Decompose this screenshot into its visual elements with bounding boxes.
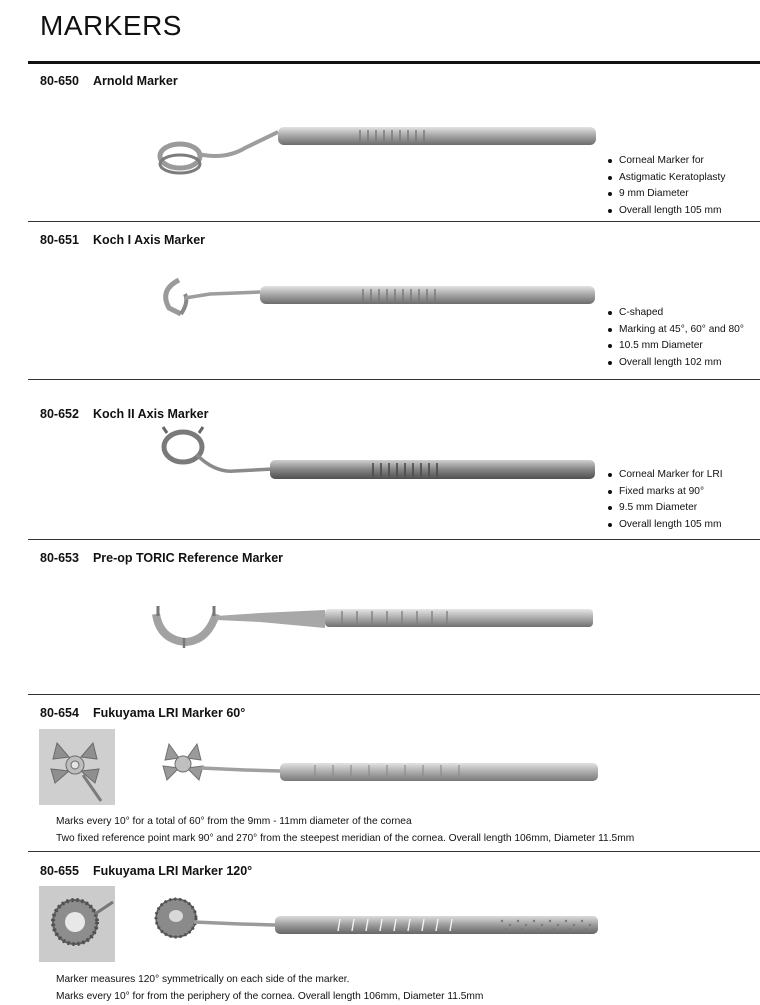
product-code: 80-655	[40, 864, 79, 878]
section-divider	[28, 851, 760, 852]
product-name: Koch I Axis Marker	[93, 233, 205, 247]
product-name: Koch II Axis Marker	[93, 407, 209, 421]
spec-item: C-shaped	[608, 305, 744, 322]
spec-item: 10.5 mm Diameter	[608, 338, 744, 355]
product-name: Fukuyama LRI Marker 60°	[93, 706, 245, 720]
description-line: Two fixed reference point mark 90° and 270° from the steepest meridian of the cornea. Overall length 106mm, Diameter 11.5mm	[56, 831, 634, 848]
section-divider	[28, 221, 760, 222]
product-title-80-652	[40, 407, 209, 421]
spec-item: Overall length 105 mm	[608, 203, 725, 220]
fukuyama-60-marker-image	[155, 740, 603, 796]
product-title-80-651	[40, 233, 205, 247]
product-name: Pre-op TORIC Reference Marker	[93, 551, 283, 565]
fukuyama-120-closeup-image	[39, 886, 115, 962]
product-description-80-655	[56, 972, 483, 1005]
product-title-80-655	[40, 864, 252, 878]
spec-item: 9.5 mm Diameter	[608, 500, 723, 517]
product-specs-80-651	[608, 305, 744, 371]
product-title-80-654	[40, 706, 245, 720]
description-line: Marker measures 120° symmetrically on each side of the marker.	[56, 972, 483, 989]
product-name: Fukuyama LRI Marker 120°	[93, 864, 252, 878]
spec-item: Marking at 45°, 60° and 80°	[608, 322, 744, 339]
product-code: 80-651	[40, 233, 79, 247]
section-divider	[28, 539, 760, 540]
product-code: 80-654	[40, 706, 79, 720]
toric-reference-marker-image	[150, 600, 600, 652]
product-title-80-650	[40, 74, 178, 88]
spec-item: Corneal Marker for LRI	[608, 467, 723, 484]
description-line: Marks every 10° for a total of 60° from the 9mm - 11mm diameter of the cornea	[56, 814, 634, 831]
product-title-80-653	[40, 551, 283, 565]
fukuyama-60-closeup-image	[39, 729, 115, 805]
product-description-80-654	[56, 814, 634, 847]
spec-item-continued: Astigmatic Keratoplasty	[608, 170, 725, 187]
product-code: 80-650	[40, 74, 79, 88]
spec-item: Overall length 102 mm	[608, 355, 744, 372]
product-specs-80-650	[608, 153, 725, 219]
page-title: MARKERS	[40, 10, 182, 42]
section-divider	[28, 379, 760, 380]
spec-item: Corneal Marker for	[608, 153, 725, 170]
product-code: 80-652	[40, 407, 79, 421]
arnold-marker-image	[150, 118, 600, 184]
section-divider	[28, 694, 760, 695]
header-rule	[28, 61, 760, 64]
spec-item: Fixed marks at 90°	[608, 484, 723, 501]
product-name: Arnold Marker	[93, 74, 178, 88]
description-line: Marks every 10° for from the periphery of the cornea. Overall length 106mm, Diameter 11.5mm	[56, 989, 483, 1005]
fukuyama-120-marker-image	[150, 896, 603, 952]
product-specs-80-652	[608, 467, 723, 533]
koch-i-axis-marker-image	[155, 272, 600, 324]
product-code: 80-653	[40, 551, 79, 565]
spec-item: 9 mm Diameter	[608, 186, 725, 203]
spec-item: Overall length 105 mm	[608, 517, 723, 534]
koch-ii-axis-marker-image	[155, 425, 600, 485]
